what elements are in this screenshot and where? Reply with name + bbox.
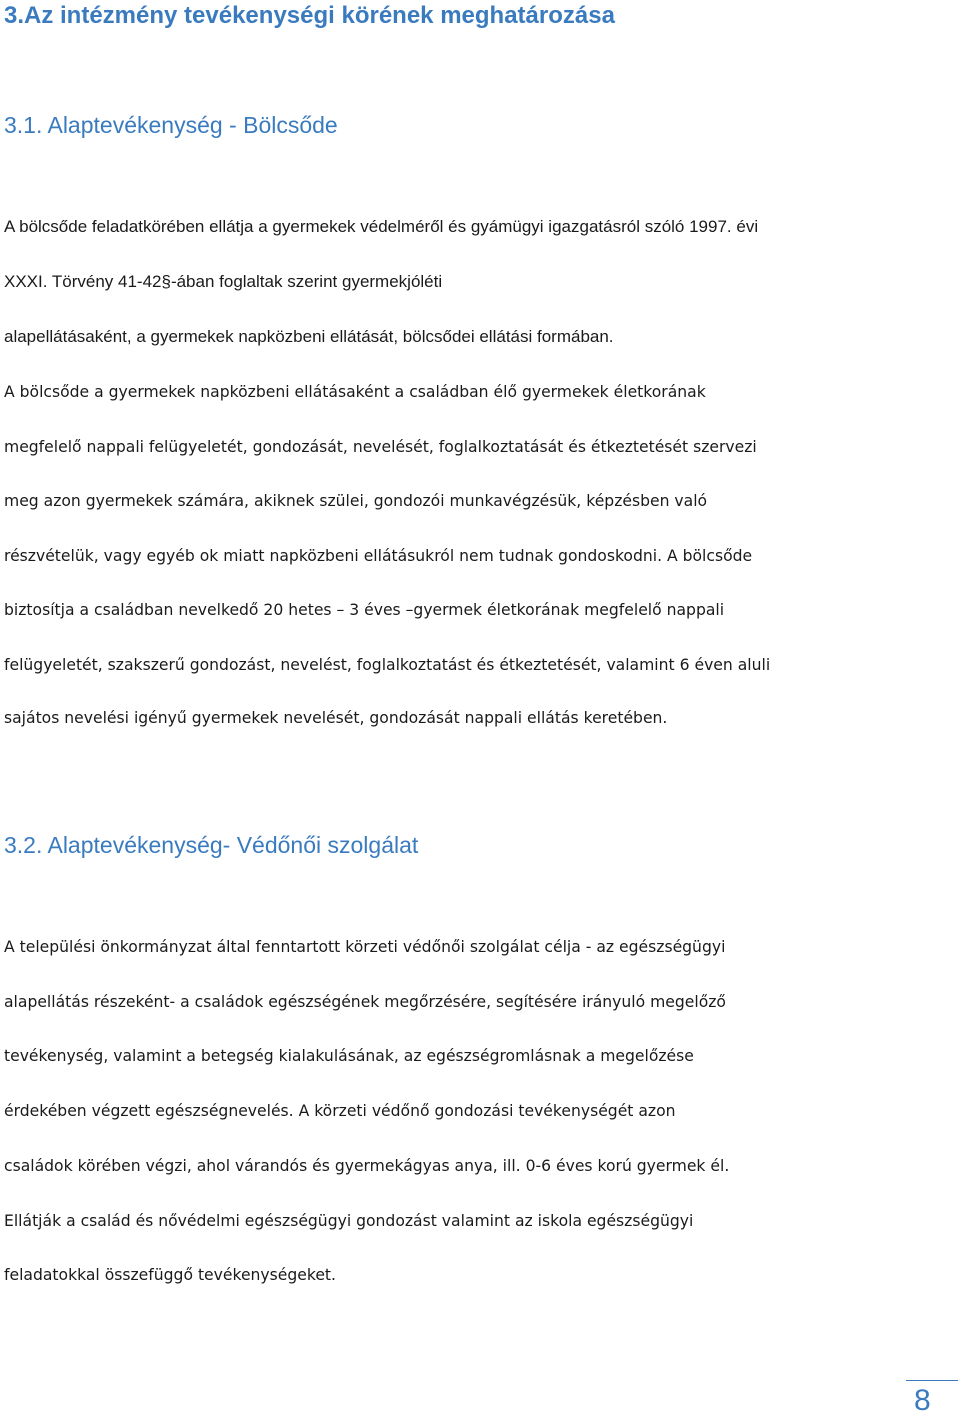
- page-number: 8: [914, 1384, 931, 1417]
- section-3-1-para2-line-1: A bölcsőde a gyermekek napközbeni ellátásaként a családban élő gyermekek életkorának: [4, 383, 706, 401]
- section-3-1-para2-line-4: részvételük, vagy egyéb ok miatt napközbeni ellátásukról nem tudnak gondoskodni. A bölcsőde: [4, 547, 753, 565]
- section-3-2-line-3: tevékenység, valamint a betegség kialakulásának, az egészségromlásnak a megelőzése: [4, 1047, 694, 1065]
- section-3-1-para2-line-6: felügyeletét, szakszerű gondozást, nevelést, foglalkoztatást és étkeztetését, valamint 6 éven aluli: [4, 656, 771, 674]
- section-3-1-para1-line-1: A bölcsőde feladatkörében ellátja a gyermekek védelméről és gyámügyi igazgatásról szóló 1997. évi: [4, 217, 759, 236]
- section-3-1-title: 3.1. Alaptevékenység - Bölcsőde: [4, 112, 338, 138]
- section-3-2-line-2: alapellátás részeként- a családok egészségének megőrzésére, segítésére irányuló megelőző: [4, 993, 726, 1011]
- section-3-2-line-5: családok körében végzi, ahol várandós és gyermekágyas anya, ill. 0-6 éves korú gyermek él.: [4, 1157, 730, 1175]
- section-3-2-line-1: A települési önkormányzat által fenntartott körzeti védőnői szolgálat célja - az egészségügyi: [4, 938, 726, 956]
- section-3-1-para1-line-3: alapellátásaként, a gyermekek napközbeni ellátását, bölcsődei ellátási formában.: [4, 327, 614, 346]
- section-3-1-para2-line-5: biztosítja a családban nevelkedő 20 hetes – 3 éves –gyermek életkorának megfelelő nappali: [4, 601, 725, 619]
- section-3-1-para2-line-3: meg azon gyermekek számára, akiknek szülei, gondozói munkavégzésük, képzésben való: [4, 492, 708, 510]
- section-3-1-para1-line-2: XXXI. Törvény 41-42§-ában foglaltak szerint gyermekjóléti: [4, 272, 443, 291]
- section-3-2-line-4: érdekében végzett egészségnevelés. A körzeti védőnő gondozási tevékenységét azon: [4, 1102, 676, 1120]
- section-3-1-para2-line-7: sajátos nevelési igényű gyermekek nevelését, gondozását nappali ellátás keretében.: [4, 709, 668, 727]
- section-3-2-line-7: feladatokkal összefüggő tevékenységeket.: [4, 1266, 337, 1284]
- section-3-1-para2-line-2: megfelelő nappali felügyeletét, gondozását, nevelését, foglalkoztatását és étkeztetését szervezi: [4, 438, 757, 456]
- section-3-2-title: 3.2. Alaptevékenység- Védőnői szolgálat: [4, 832, 419, 858]
- page-heading: 3.Az intézmény tevékenységi körének meghatározása: [4, 2, 615, 29]
- section-3-2-line-6: Ellátják a család és nővédelmi egészségügyi gondozást valamint az iskola egészségügyi: [4, 1212, 694, 1230]
- footer-rule: [906, 1380, 958, 1381]
